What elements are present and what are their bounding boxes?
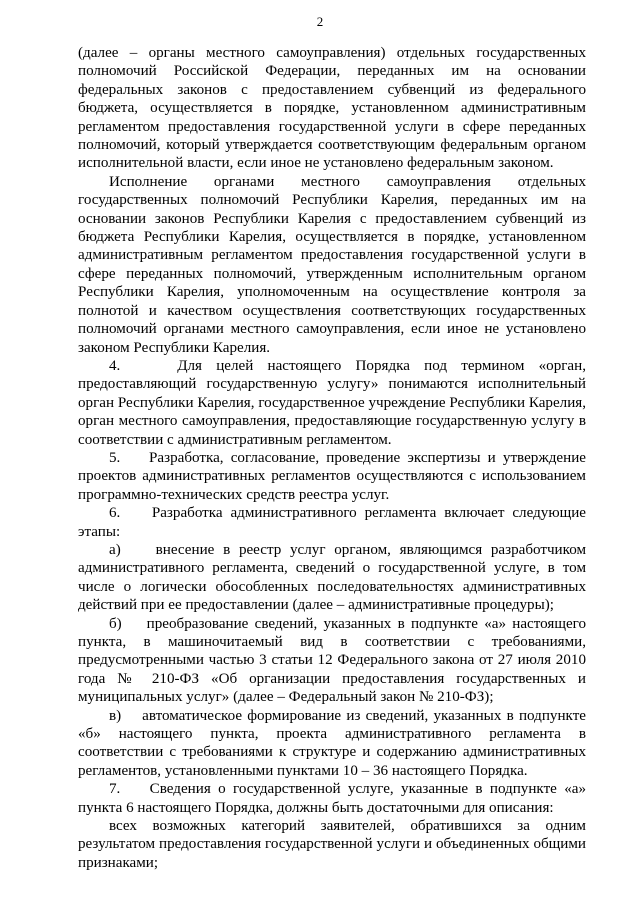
paragraph-regional-powers: Исполнение органами местного самоуправления отдельных государственных полномочий Республики Карелия, переданных им на основании законов Республики Карелия с предоставлением субвенций из бюджета Республики Карелия, осуществляется в порядке, установленном административным регламентом предоставления государственной услуги в сфере переданных полномочий, утвержденным исполнительным органом Республики Карелия, уполномоченным на осуществление контроля за полнотой и качеством осуществления соответствующих государственных полномочий органами местного самоуправления, если иное не установлено законом Республики Карелия.: [78, 173, 586, 356]
paragraph-item-7: 7. Сведения о государственной услуге, указанные в подпункте «а» пункта 6 настоящего Порядка, должны быть достаточными для описания:: [78, 781, 586, 816]
paragraph-applicant-categories: всех возможных категорий заявителей, обратившихся за одним результатом предоставления государственной услуги и объединенных общими признаками;: [78, 818, 586, 871]
paragraph-subitem-v: в) автоматическое формирование из сведений, указанных в подпункте «б» настоящего пункта, проекта административного регламента в соответствии с требованиями к структуре и содержанию административных регламентов, установленными пунктами 10 – 36 настоящего Порядка.: [78, 707, 586, 779]
paragraph-subitem-a: а) внесение в реестр услуг органом, являющимся разработчиком административного регламента, сведений о государственной услуге, в том числе о логически обособленных последовательностях административных действий при ее предоставлении (далее – административные процедуры);: [78, 541, 586, 614]
paragraph-item-4: 4. Для целей настоящего Порядка под термином «орган, предоставляющий государственную услугу» понимаются исполнительный орган Республики Карелия, государственное учреждение Республики Карелия, орган местного самоуправления, предоставляющие государственную услугу в соответствии с административным регламентом.: [78, 357, 586, 448]
paragraph-continuation: (далее – органы местного самоуправления) отдельных государственных полномочий Российской Федерации, переданных им на основании федеральных законов с предоставлением субвенций из федерального бюджета, осуществляется в порядке, установленном административным регламентом предоставления государственной услуги в сфере переданных полномочий, который утверждается соответствующим федеральным органом исполнительной власти, если иное не установлено федеральным законом.: [78, 45, 586, 172]
paragraph-subitem-b: б) преобразование сведений, указанных в подпункте «а» настоящего пункта, в машиночитаемый вид в соответствии с требованиями, предусмотренными частью 3 статьи 12 Федерального закона от 27 июля 2010 года № 210-ФЗ «Об организации предоставления государственных и муниципальных услуг» (далее – Федеральный закон № 210-ФЗ);: [78, 615, 586, 706]
document-body: [78, 44, 586, 872]
paragraph-item-6: 6. Разработка административного регламента включает следующие этапы:: [78, 505, 586, 540]
page-number: 2: [316, 14, 324, 29]
paragraph-item-5: 5. Разработка, согласование, проведение экспертизы и утверждение проектов административных регламентов осуществляются с использованием программно-технических средств реестра услуг.: [78, 449, 586, 503]
